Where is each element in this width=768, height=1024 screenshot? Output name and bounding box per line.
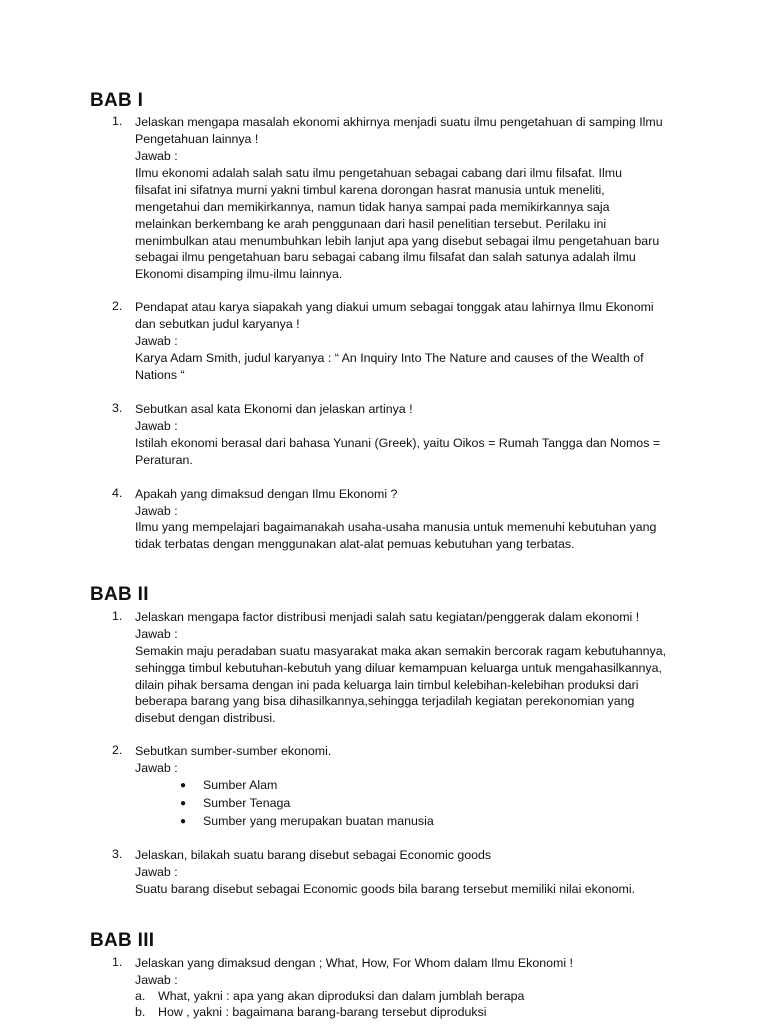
answer-text: sehingga timbul kebutuhan-kebutuh yang diluar kemampuan keluarga untuk mengahasilkannya, bbox=[135, 661, 662, 675]
answer-text: sebagai ilmu pengetahuan baru sebagai cabang ilmu filsafat dan salah satunya adalah ilmu bbox=[135, 250, 636, 264]
answer-label: Jawab : bbox=[135, 627, 178, 641]
bullet-icon: ● bbox=[180, 816, 187, 827]
answer-text: dilain pihak bersama dengan ini pada keluarga lain timbul kelebihan-kelebihan produksi dari bbox=[135, 678, 639, 692]
answer-text: Istilah ekonomi berasal dari bahasa Yunani (Greek), yaitu Oikos = Rumah Tangga dan Nomos = bbox=[135, 436, 661, 450]
answer-text: melainkan berkembang ke arah penggunaan dari hasil penelitian tersebut. Perilaku ini bbox=[135, 217, 607, 231]
question-text: Pendapat atau karya siapakah yang diakui umum sebagai tonggak atau lahirnya Ilmu Ekonomi bbox=[135, 300, 654, 314]
answer-label: Jawab : bbox=[135, 504, 178, 518]
chapter-heading-bab-2: BAB II bbox=[90, 584, 149, 605]
question-text: Jelaskan mengapa factor distribusi menjadi salah satu kegiatan/penggerak dalam ekonomi ! bbox=[135, 610, 640, 624]
question-number: 1. bbox=[112, 955, 123, 969]
sub-item-letter: a. bbox=[135, 989, 146, 1003]
answer-label: Jawab : bbox=[135, 973, 178, 987]
question-text: Pengetahuan lainnya ! bbox=[135, 132, 259, 146]
question-number: 2. bbox=[112, 743, 123, 757]
question-number: 2. bbox=[112, 299, 123, 313]
question-text: Sebutkan sumber-sumber ekonomi. bbox=[135, 744, 332, 758]
bullet-item: Sumber Alam bbox=[203, 778, 278, 792]
question-number: 3. bbox=[112, 847, 123, 861]
answer-text: tidak terbatas dengan menggunakan alat-alat pemuas kebutuhan yang terbatas. bbox=[135, 537, 575, 551]
question-number: 1. bbox=[112, 114, 123, 128]
answer-text: Karya Adam Smith, judul karyanya : “ An Inquiry Into The Nature and causes of the Wealth of bbox=[135, 351, 644, 365]
chapter-heading-bab-3: BAB III bbox=[90, 930, 155, 951]
answer-text: Ekonomi disamping ilmu-ilmu lainnya. bbox=[135, 267, 343, 281]
answer-label: Jawab : bbox=[135, 419, 178, 433]
chapter-heading-bab-1: BAB I bbox=[90, 90, 144, 111]
question-number: 4. bbox=[112, 486, 123, 500]
answer-text: filsafat ini sifatnya murni yakni timbul karena dorongan hasrat manusia untuk meneliti, bbox=[135, 183, 605, 197]
answer-text: mengetahui dan memikirkannya, namun tidak hanya sampai pada memikirkannya saja bbox=[135, 200, 610, 214]
question-text: Jelaskan yang dimaksud dengan ; What, How, For Whom dalam Ilmu Ekonomi ! bbox=[135, 956, 573, 970]
question-text: Jelaskan mengapa masalah ekonomi akhirnya menjadi suatu ilmu pengetahuan di samping Ilmu bbox=[135, 115, 663, 129]
answer-text: disebut dengan distribusi. bbox=[135, 711, 276, 725]
answer-text: beberapa barang yang bisa dihasilkannya,sehingga terjadilah kegiatan perekonomian yang bbox=[135, 694, 635, 708]
answer-text: Ilmu ekonomi adalah salah satu ilmu pengetahuan sebagai cabang dari ilmu filsafat. Ilmu bbox=[135, 166, 622, 180]
question-number: 3. bbox=[112, 401, 123, 415]
bullet-icon: ● bbox=[180, 798, 187, 809]
bullet-item: Sumber yang merupakan buatan manusia bbox=[203, 814, 434, 828]
answer-label: Jawab : bbox=[135, 761, 178, 775]
sub-item-text: What, yakni : apa yang akan diproduksi dan dalam jumblah berapa bbox=[158, 989, 525, 1003]
answer-text: Semakin maju peradaban suatu masyarakat maka akan semakin bercorak ragam kebutuhannya, bbox=[135, 644, 667, 658]
question-text: Apakah yang dimaksud dengan Ilmu Ekonomi ? bbox=[135, 487, 398, 501]
answer-label: Jawab : bbox=[135, 334, 178, 348]
answer-text: Peraturan. bbox=[135, 453, 193, 467]
answer-label: Jawab : bbox=[135, 149, 178, 163]
question-number: 1. bbox=[112, 609, 123, 623]
question-text: Jelaskan, bilakah suatu barang disebut sebagai Economic goods bbox=[135, 848, 492, 862]
answer-text: Ilmu yang mempelajari bagaimanakah usaha-usaha manusia untuk memenuhi kebutuhan yang bbox=[135, 520, 657, 534]
answer-text: Nations “ bbox=[135, 368, 185, 382]
answer-text: menimbulkan atau menumbuhkan lebih lanjut apa yang disebut sebagai ilmu pengetahuan baru bbox=[135, 234, 660, 248]
answer-label: Jawab : bbox=[135, 865, 178, 879]
answer-text: Suatu barang disebut sebagai Economic goods bila barang tersebut memiliki nilai ekonomi. bbox=[135, 882, 636, 896]
question-text: Sebutkan asal kata Ekonomi dan jelaskan artinya ! bbox=[135, 402, 413, 416]
bullet-icon: ● bbox=[180, 780, 187, 791]
bullet-item: Sumber Tenaga bbox=[203, 796, 291, 810]
question-text: dan sebutkan judul karyanya ! bbox=[135, 317, 300, 331]
sub-item-letter: b. bbox=[135, 1005, 146, 1019]
sub-item-text: How , yakni : bagaimana barang-barang tersebut diproduksi bbox=[158, 1005, 487, 1019]
